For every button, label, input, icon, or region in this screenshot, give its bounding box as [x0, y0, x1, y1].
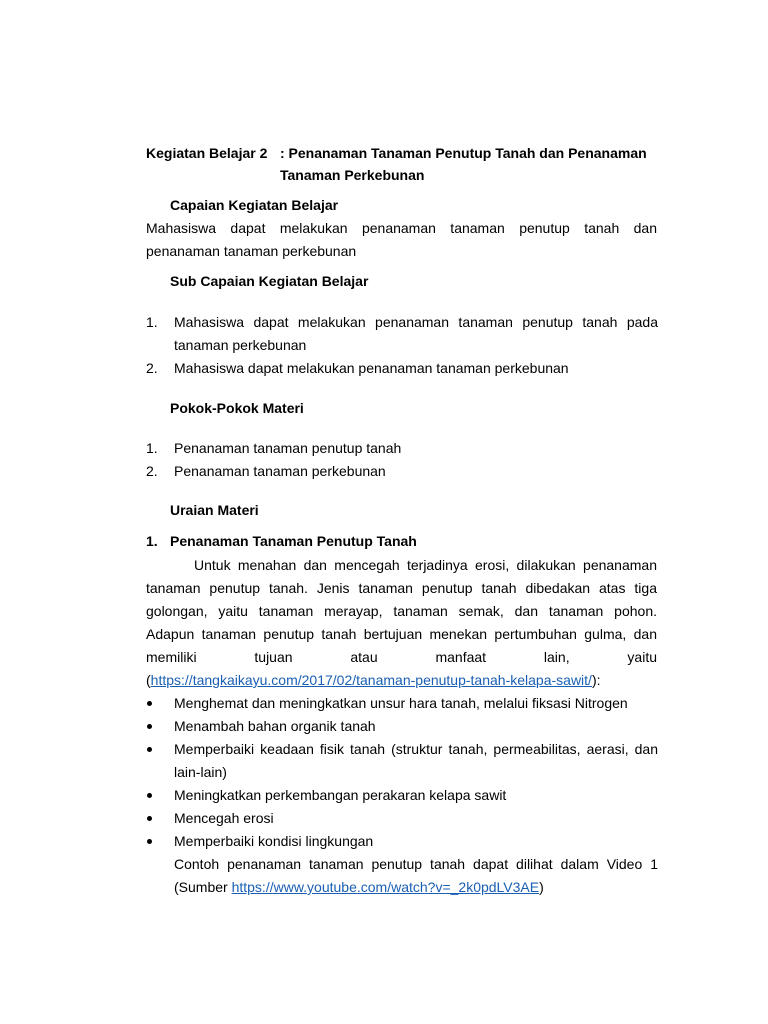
bullet-item: Mencegah erosi [174, 810, 274, 826]
pokok-item-2: Penanaman tanaman perkebunan [174, 463, 386, 479]
source-open: ( [146, 672, 151, 688]
bullet-icon [147, 839, 152, 844]
video-suffix: ) [539, 879, 544, 895]
capaian-heading: Capaian Kegiatan Belajar [170, 197, 339, 213]
capaian-text-line1: Mahasiswa dapat melakukan penanaman tanaman penutup tanah dan [146, 220, 657, 236]
video-line2 [174, 876, 544, 899]
kb-title-line2: Tanaman Perkebunan [280, 167, 425, 183]
sub-capaian-item-num: 1. [146, 314, 158, 330]
bullet-icon [147, 747, 152, 752]
pokok-materi-heading: Pokok-Pokok Materi [170, 400, 304, 416]
kb-label: Kegiatan Belajar 2 [146, 145, 268, 161]
section1-num: 1. [146, 533, 158, 549]
bullet-icon [147, 816, 152, 821]
video-prefix: (Sumber [174, 879, 232, 895]
paragraph-line: memiliki tujuan atau manfaat lain, yaitu [146, 649, 657, 665]
capaian-text-line2: penanaman tanaman perkebunan [146, 243, 357, 259]
sub-capaian-item-2-line1: Mahasiswa dapat melakukan penanaman tanaman perkebunan [174, 360, 569, 376]
sub-capaian-item-1-line2: tanaman perkebunan [174, 337, 307, 353]
pokok-item-num: 2. [146, 463, 158, 479]
sub-capaian-item-1-line1: Mahasiswa dapat melakukan penanaman tanaman penutup tanah pada [174, 314, 658, 330]
bullet-item: Meningkatkan perkembangan perakaran kelapa sawit [174, 787, 507, 803]
paragraph-line: Untuk menahan dan mencegah terjadinya erosi, dilakukan penanaman [194, 557, 657, 573]
section1-title: Penanaman Tanaman Penutup Tanah [170, 533, 417, 549]
source-close: ): [591, 672, 601, 688]
video-line1: Contoh penanaman tanaman penutup tanah dapat dilihat dalam Video 1 [174, 856, 658, 872]
sub-capaian-heading: Sub Capaian Kegiatan Belajar [170, 273, 369, 289]
bullet-item-continuation: lain-lain) [174, 764, 227, 780]
bullet-item: Menghemat dan meningkatkan unsur hara tanah, melalui fiksasi Nitrogen [174, 695, 628, 711]
sub-capaian-item-num: 2. [146, 360, 158, 376]
kb-title-line1: : Penanaman Tanaman Penutup Tanah dan Penanaman [280, 145, 647, 161]
paragraph-line: Adapun tanaman penutup tanah bertujuan menekan pertumbuhan gulma, dan [146, 626, 657, 642]
paragraph-line: tanaman penutup tanah. Jenis tanaman penutup tanah dibedakan atas tiga [146, 580, 657, 596]
paragraph-line: golongan, yaitu tanaman merayap, tanaman semak, dan tanaman pohon. [146, 603, 657, 619]
source-line [146, 669, 601, 692]
video-link[interactable]: https://www.youtube.com/watch?v=_2k0pdLV3AE [231, 879, 540, 895]
pokok-item-num: 1. [146, 440, 158, 456]
source-link[interactable]: https://tangkaikayu.com/2017/02/tanaman-penutup-tanah-kelapa-sawit/ [150, 672, 592, 688]
bullet-icon [147, 793, 152, 798]
bullet-item: Menambah bahan organik tanah [174, 718, 376, 734]
uraian-heading: Uraian Materi [170, 502, 259, 518]
pokok-item-1: Penanaman tanaman penutup tanah [174, 440, 402, 456]
bullet-item: Memperbaiki kondisi lingkungan [174, 833, 374, 849]
bullet-icon [147, 724, 152, 729]
bullet-item: Memperbaiki keadaan fisik tanah (struktur tanah, permeabilitas, aerasi, dan [174, 741, 658, 757]
bullet-icon [147, 701, 152, 706]
